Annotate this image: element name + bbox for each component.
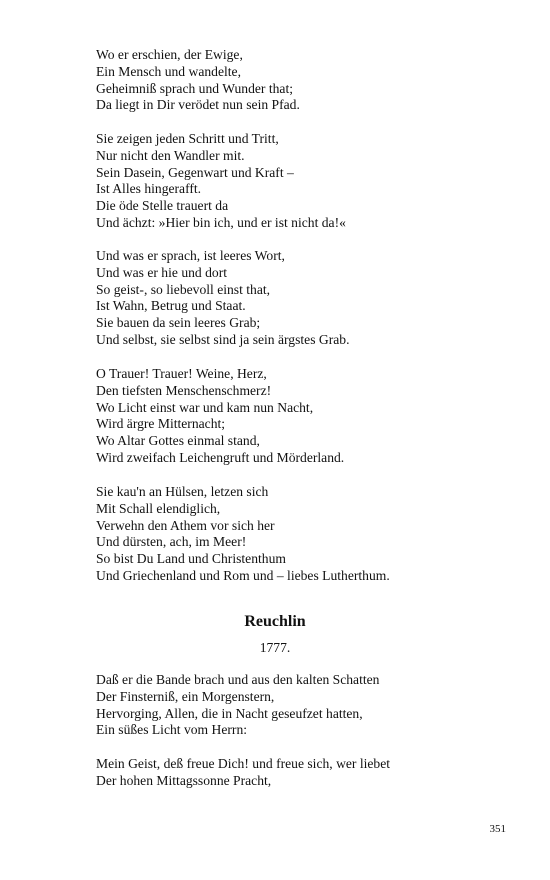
poem-stanza-4	[96, 366, 344, 467]
poem-line: Und dürsten, ach, im Meer!	[96, 534, 247, 550]
poem-line: Der Finsterniß, ein Morgenstern,	[96, 688, 275, 704]
poem-stanza-5	[96, 484, 390, 585]
poem-line: Wo Licht einst war und kam nun Nacht,	[96, 399, 314, 415]
poem-line: So bist Du Land und Christenthum	[96, 551, 286, 567]
poem-line: Mit Schall elendiglich,	[96, 500, 221, 516]
poem-stanza-2	[96, 131, 346, 232]
poem-line: Ein Mensch und wandelte,	[96, 63, 241, 79]
poem-stanza-3	[96, 248, 349, 349]
poem-line: Daß er die Bande brach und aus den kalten Schatten	[96, 672, 380, 687]
poem-line: Und ächzt: »Hier bin ich, und er ist nicht da!«	[96, 214, 346, 230]
poem-line: Ist Wahn, Betrug und Staat.	[96, 298, 246, 314]
poem-title: Reuchlin	[244, 613, 306, 630]
poem-stanza-1	[96, 47, 300, 114]
poem-line: Und selbst, sie selbst sind ja sein ärgstes Grab.	[96, 331, 350, 347]
poem-line: Sie bauen da sein leeres Grab;	[96, 315, 261, 331]
poem-line: Sie kau'n an Hülsen, letzen sich	[96, 484, 269, 499]
poem-line: Und was er hie und dort	[96, 264, 227, 280]
poem-line: Und Griechenland und Rom und – liebes Lutherthum.	[96, 567, 390, 583]
poem-line: Wird zweifach Leichengruft und Mörderland.	[96, 449, 345, 465]
poem-line: Sein Dasein, Gegenwart und Kraft –	[96, 164, 294, 180]
poem-line: Wo Altar Gottes einmal stand,	[96, 433, 260, 449]
poem-line: Den tiefsten Menschenschmerz!	[96, 382, 272, 398]
poem-line: Und was er sprach, ist leeres Wort,	[96, 248, 285, 263]
poem-line: Wird ärgre Mitternacht;	[96, 416, 226, 432]
poem-line: So geist-, so liebevoll einst that,	[96, 281, 271, 297]
poem-line: Wo er erschien, der Ewige,	[96, 47, 243, 62]
poem2-stanza-2	[96, 756, 390, 790]
poem-line: O Trauer! Trauer! Weine, Herz,	[96, 366, 267, 381]
poem-line: Ist Alles hingerafft.	[96, 181, 202, 197]
poem-line: Hervorging, Allen, die in Nacht geseufzet hatten,	[96, 705, 363, 721]
poem-line: Die öde Stelle trauert da	[96, 198, 229, 214]
page-number: 351	[489, 823, 506, 835]
poem-line: Ein süßes Licht vom Herrn:	[96, 722, 248, 738]
poem-year: 1777.	[259, 640, 291, 655]
poem-line: Geheimniß sprach und Wunder that;	[96, 80, 294, 96]
poem-line: Mein Geist, deß freue Dich! und freue sich, wer liebet	[96, 756, 391, 771]
poem-line: Nur nicht den Wandler mit.	[96, 147, 245, 163]
poem-line: Sie zeigen jeden Schritt und Tritt,	[96, 131, 279, 146]
poem-line: Da liegt in Dir verödet nun sein Pfad.	[96, 97, 300, 113]
poem-line: Der hohen Mittagssonne Pracht,	[96, 772, 272, 788]
poem-line: Verwehn den Athem vor sich her	[96, 517, 275, 533]
poem2-stanza-1	[96, 672, 379, 739]
